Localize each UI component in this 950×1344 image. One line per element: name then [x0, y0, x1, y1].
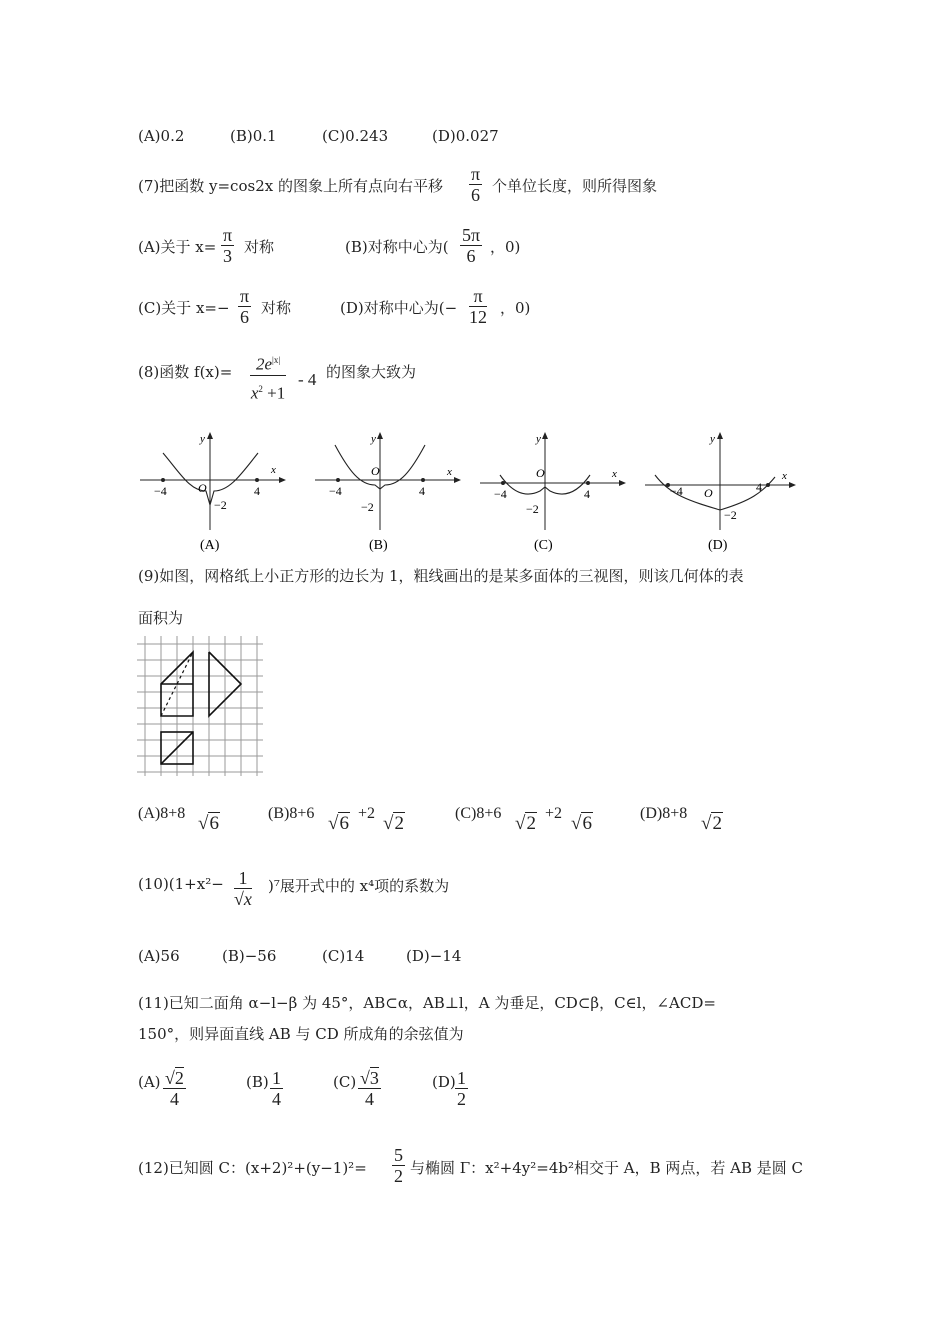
graph-option-label: (A) [200, 538, 220, 553]
q9-three-view-figure [137, 636, 265, 778]
x-label: x [271, 464, 276, 476]
q9-option-b-radical-1: √6 [328, 813, 349, 834]
q8-graph-a [140, 433, 285, 553]
q8-function-fraction: $\frac{2e^{|x|}}{x^2 +1}$ [250, 350, 286, 403]
y-label: y [710, 433, 715, 445]
q7-option-d-suffix: ，0) [500, 299, 531, 317]
q9-option-c: (C)8+6 [455, 805, 502, 822]
q7-option-d-fraction: $\frac{\pi}{12}$ [469, 286, 487, 327]
origin-label: O [704, 486, 713, 500]
q10-fraction: $\frac{1}{√x}$ [234, 868, 252, 909]
q8-minus-four: - 4 [298, 370, 317, 389]
point [255, 478, 259, 482]
q11-option-a-value: $\frac{√2}{4}$ [165, 1068, 184, 1109]
y-label: y [200, 433, 205, 445]
q9-option-a: (A)8+8 [138, 805, 186, 822]
q10-option-b: (B)−56 [222, 947, 277, 965]
graph-option-label: (C) [534, 538, 553, 553]
q11-stem-line2: 150°，则异面直线 AB 与 CD 所成角的余弦值为 [138, 1025, 464, 1043]
q8-stem-part1: (8)函数 f(x)= [138, 363, 233, 381]
q6-option-d: (D)0.027 [432, 127, 499, 145]
q7-option-c-suffix: 对称 [261, 299, 292, 317]
q10-option-a: (A)56 [138, 947, 180, 965]
q11-option-b-label: (B) [246, 1073, 269, 1091]
q7-option-c-prefix: (C)关于 x=− [138, 299, 230, 317]
point [336, 478, 340, 482]
point [766, 483, 770, 487]
q12-fraction: $\frac{5}{2}$ [394, 1145, 403, 1186]
origin-label: O [371, 464, 380, 478]
tick-label: −4 [670, 484, 683, 498]
q9-option-b-plus: +2 [358, 805, 376, 822]
q12-stem-part2: 与椭圆 Γ：x²+4y²=4b²相交于 A，B 两点，若 AB 是圆 C [410, 1159, 804, 1177]
q7-option-b-fraction: $\frac{5\pi}{6}$ [462, 225, 481, 266]
q11-option-c-value: $\frac{√3}{4}$ [360, 1068, 379, 1109]
point [501, 481, 505, 485]
q10-option-d: (D)−14 [406, 947, 462, 965]
q9-option-d: (D)8+8 [640, 805, 688, 822]
q7-option-a-prefix: (A)关于 x= [138, 238, 217, 256]
q8-graph-c [480, 433, 625, 553]
graph-option-label: (D) [708, 538, 728, 553]
q7-stem-part1: (7)把函数 y=cos2x 的图象上所有点向右平移 [138, 177, 443, 195]
q10-stem-part1: (10)(1+x²− [138, 875, 224, 893]
q9-stem-line2: 面积为 [138, 609, 184, 627]
tick-label: −2 [724, 508, 737, 522]
q9-option-c-radical-2: √6 [571, 813, 592, 834]
q11-option-d-label: (D) [432, 1073, 456, 1091]
x-label: x [612, 468, 617, 480]
point [586, 481, 590, 485]
q8-stem-part2: 的图象大致为 [326, 363, 417, 381]
q7-option-a-fraction: $\frac{\pi}{3}$ [223, 225, 233, 266]
q8-graph-d [645, 433, 795, 553]
q10-option-c: (C)14 [322, 947, 365, 965]
tick-label: −2 [361, 500, 374, 514]
q8-graph-options [130, 425, 810, 555]
graph-option-label: (B) [369, 538, 388, 553]
q7-option-b-suffix: ，0) [490, 238, 521, 256]
q9-option-b: (B)8+6 [268, 805, 315, 822]
q11-option-a-label: (A) [138, 1073, 161, 1091]
y-label: y [371, 433, 376, 445]
q7-stem-part2: 个单位长度，则所得图象 [492, 177, 658, 195]
q11-option-c-label: (C) [333, 1073, 357, 1091]
point [161, 478, 165, 482]
tick-label: −2 [214, 498, 227, 512]
q9-stem-line1: (9)如图，网格纸上小正方形的边长为 1，粗线画出的是某多面体的三视图，则该几何体的表 [138, 567, 744, 585]
tick-label: 4 [584, 487, 590, 501]
q11-stem-line1: (11)已知二面角 α−l−β 为 45°，AB⊂α，AB⊥l，A 为垂足，CD⊂β，C∈l，∠ACD= [138, 994, 716, 1012]
q7-option-b-prefix: (B)对称中心为( [345, 238, 449, 256]
tick-label: −2 [526, 502, 539, 516]
q7-option-c-fraction: $\frac{\pi}{6}$ [240, 286, 250, 327]
q7-option-d-prefix: (D)对称中心为(− [340, 299, 458, 317]
q8-graph-b [315, 433, 460, 553]
q9-option-d-radical: √2 [701, 813, 722, 834]
q7-shift-fraction: $\frac{\pi}{6}$ [471, 164, 481, 205]
point [421, 478, 425, 482]
q6-option-b: (B)0.1 [230, 127, 277, 145]
x-label: x [782, 470, 787, 482]
tick-label: 4 [756, 480, 762, 494]
q9-option-b-radical-2: √2 [383, 813, 404, 834]
q10-stem-part2: )⁷展开式中的 x⁴项的系数为 [268, 877, 450, 895]
q9-option-c-plus: +2 [545, 805, 563, 822]
q11-option-b-value: $\frac{1}{4}$ [272, 1068, 281, 1109]
tick-label: −4 [329, 484, 342, 498]
q7-option-a-suffix: 对称 [244, 238, 275, 256]
tick-label: −4 [494, 487, 507, 501]
q9-option-c-radical-1: √2 [515, 813, 536, 834]
origin-label: O [198, 481, 207, 495]
q9-option-a-radical: √6 [198, 813, 219, 834]
tick-label: 4 [419, 484, 425, 498]
grid [137, 636, 263, 776]
q11-option-d-value: $\frac{1}{2}$ [457, 1068, 466, 1109]
y-label: y [536, 433, 541, 445]
q6-option-a: (A)0.2 [138, 127, 185, 145]
tick-label: 4 [254, 484, 260, 498]
q12-stem-part1: (12)已知圆 C：(x+2)²+(y−1)²= [138, 1159, 367, 1177]
q6-option-c: (C)0.243 [322, 127, 389, 145]
x-label: x [447, 466, 452, 478]
tick-label: −4 [154, 484, 167, 498]
origin-label: O [536, 466, 545, 480]
